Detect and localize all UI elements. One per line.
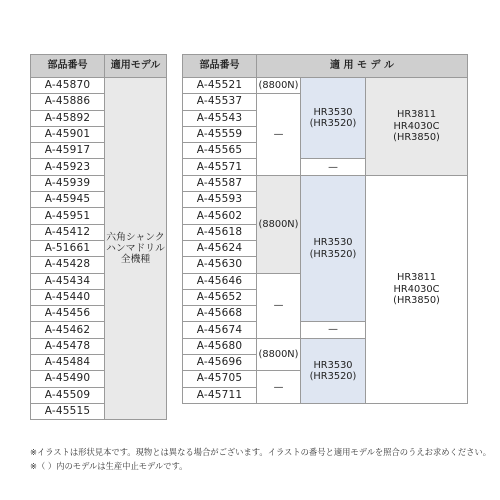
part-number: A-45618 [183, 224, 257, 240]
model-text: ハンマドリル [106, 242, 165, 254]
model-hr3811-cell [366, 175, 468, 403]
model-text: 全機種 [120, 254, 151, 266]
model-text: 六角シャンク [106, 231, 165, 243]
header-row [183, 55, 468, 78]
part-number: A-45886 [31, 94, 105, 110]
part-number: A-45624 [183, 240, 257, 256]
part-number: A-45945 [31, 192, 105, 208]
model-hr3530-cell [301, 175, 366, 322]
part-number: A-45462 [31, 322, 105, 338]
model-text: HR3530 [313, 237, 353, 249]
part-number: A-45870 [31, 78, 105, 94]
model-text: HR4030C [393, 283, 440, 295]
model-text: (HR3850) [393, 132, 440, 144]
footnote: ※（ ）内のモデルは生産中止モデルです。 [30, 461, 188, 471]
table-row [183, 78, 468, 94]
part-number: A-45515 [31, 403, 105, 419]
model-text: (HR3520) [309, 118, 357, 130]
part-number: A-45565 [183, 143, 257, 159]
part-number: A-45674 [183, 322, 257, 338]
model-hr3811-cell [366, 78, 468, 176]
part-number: A-45711 [183, 387, 257, 403]
part-number: A-51661 [31, 240, 105, 256]
model-8800n: (8800N) [257, 338, 301, 371]
part-number: A-45521 [183, 78, 257, 94]
part-number: A-45646 [183, 273, 257, 289]
part-number: A-45602 [183, 208, 257, 224]
model-text: (HR3520) [309, 370, 357, 382]
part-number: A-45440 [31, 289, 105, 305]
part-number: A-45668 [183, 306, 257, 322]
part-number: A-45543 [183, 110, 257, 126]
model-text: HR3530 [313, 359, 353, 371]
part-number: A-45901 [31, 126, 105, 142]
model-text: HR3811 [396, 272, 437, 284]
dash-cell: — [301, 159, 366, 175]
part-number: A-45593 [183, 192, 257, 208]
model-text: HR3530 [313, 106, 353, 118]
model-8800n: (8800N) [257, 78, 301, 94]
model-cell [105, 78, 167, 420]
part-number: A-45509 [31, 387, 105, 403]
part-number: A-45892 [31, 110, 105, 126]
footnote: ※イラストは形状見本です。現物とは異なる場合がございます。イラストの番号と適用モデルを照合のうえお求めください。 [30, 447, 492, 457]
model-hr3530-cell [301, 78, 366, 159]
part-number: A-45478 [31, 338, 105, 354]
part-number: A-45428 [31, 257, 105, 273]
header-part-number: 部品番号 [183, 55, 257, 78]
model-text: (HR3850) [393, 294, 440, 306]
left-parts-table [30, 54, 167, 420]
header-applicable-model: 適用モデル [105, 55, 167, 78]
part-number: A-45456 [31, 306, 105, 322]
part-number: A-45490 [31, 371, 105, 387]
part-number: A-45939 [31, 175, 105, 191]
model-8800n: (8800N) [257, 175, 301, 273]
part-number: A-45484 [31, 355, 105, 371]
part-number: A-45680 [183, 338, 257, 354]
part-number: A-45917 [31, 143, 105, 159]
header-applicable-model: 適 用 モ デ ル [257, 55, 468, 78]
table-row [31, 78, 167, 94]
part-number: A-45434 [31, 273, 105, 289]
right-parts-table [182, 54, 468, 404]
dash-cell: — [257, 94, 301, 175]
model-text: HR3811 [396, 109, 437, 121]
header-part-number: 部品番号 [31, 55, 105, 78]
part-number: A-45705 [183, 371, 257, 387]
model-text: (HR3520) [309, 248, 357, 260]
part-number: A-45587 [183, 175, 257, 191]
dash-cell: — [257, 273, 301, 338]
part-number: A-45923 [31, 159, 105, 175]
part-number: A-45537 [183, 94, 257, 110]
header-row [31, 55, 167, 78]
table-row [183, 175, 468, 191]
part-number: A-45652 [183, 289, 257, 305]
model-hr3530-cell [301, 338, 366, 403]
dash-cell: — [257, 371, 301, 404]
part-number: A-45571 [183, 159, 257, 175]
part-number: A-45696 [183, 355, 257, 371]
part-number: A-45412 [31, 224, 105, 240]
dash-cell: — [301, 322, 366, 338]
part-number: A-45630 [183, 257, 257, 273]
part-number: A-45951 [31, 208, 105, 224]
model-text: HR4030C [393, 120, 440, 132]
part-number: A-45559 [183, 126, 257, 142]
